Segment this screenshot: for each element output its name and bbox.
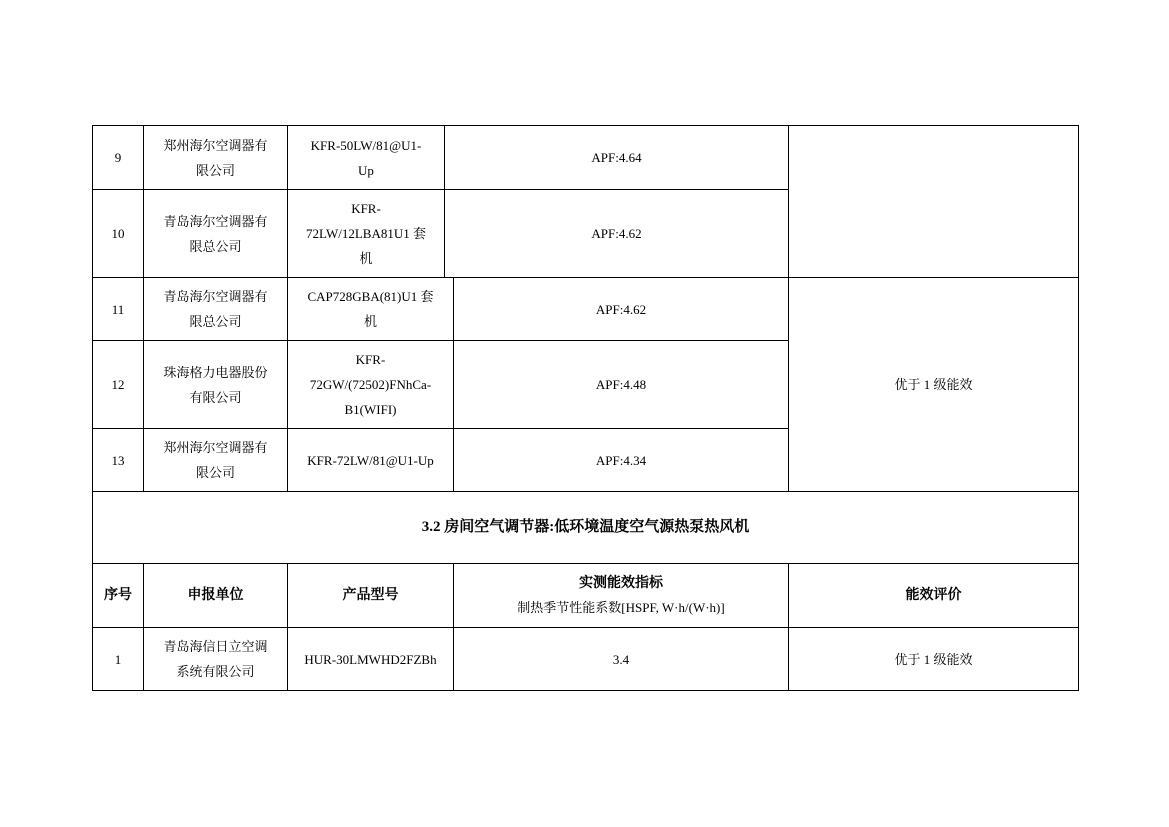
table-border-right bbox=[1078, 125, 1079, 691]
table-row-10-model: KFR- 72LW/12LBA81U1 套 机 bbox=[306, 201, 426, 266]
header-model: 产品型号 bbox=[342, 588, 399, 603]
table-row-13-no: 13 bbox=[111, 452, 125, 468]
merged-rating-cell: 优于 1 级能效 bbox=[894, 377, 973, 392]
table-row-1-model: HUR-30LMWHD2FZBh bbox=[304, 651, 437, 667]
table-row-10-company: 青岛海尔空调器有 限总公司 bbox=[163, 213, 268, 254]
table-row-1-no: 1 bbox=[114, 651, 122, 667]
table-row-11-no: 11 bbox=[111, 301, 125, 317]
table-row-9-company: 郑州海尔空调器有 限公司 bbox=[163, 137, 268, 178]
section-title: 3.2 房间空气调节器:低环境温度空气源热泵热风机 bbox=[421, 519, 750, 535]
table-row-9-model: KFR-50LW/81@U1- Up bbox=[310, 137, 422, 178]
table-row-11-model: CAP728GBA(81)U1 套 机 bbox=[307, 289, 434, 329]
table-row-10-value: APF:4.62 bbox=[591, 226, 642, 241]
table-row-13-company: 郑州海尔空调器有 限公司 bbox=[163, 440, 268, 480]
table-row-10-no: 10 bbox=[111, 226, 125, 241]
row-number: 9 bbox=[114, 150, 122, 165]
table-row-12-model: KFR- 72GW/(72502)FNhCa- B1(WIFI) bbox=[309, 352, 432, 417]
table-row-11-company: 青岛海尔空调器有 限总公司 bbox=[163, 289, 268, 329]
table-row-9-no bbox=[93, 126, 143, 189]
header-no: 序号 bbox=[104, 588, 132, 603]
table-row-12-no: 12 bbox=[111, 377, 125, 392]
table-row-1-value: 3.4 bbox=[612, 651, 630, 667]
table-row-12-value: APF:4.48 bbox=[595, 377, 647, 392]
header-rating: 能效评价 bbox=[905, 588, 962, 603]
header-indicator bbox=[454, 564, 788, 627]
header-company: 申报单位 bbox=[187, 588, 244, 603]
table-row-13-model: KFR-72LW/81@U1-Up bbox=[307, 452, 434, 468]
header-indicator-subtitle: 制热季节性能系数[HSPF, W·h/(W·h)] bbox=[517, 600, 725, 615]
table-row-12-company: 珠海格力电器股份 有限公司 bbox=[163, 364, 268, 405]
table-row-11-value: APF:4.62 bbox=[595, 301, 647, 317]
table-row-1-company: 青岛海信日立空调 系统有限公司 bbox=[163, 639, 268, 679]
header-indicator-title: 实测能效指标 bbox=[579, 576, 663, 591]
table-row-1-rating: 优于 1 级能效 bbox=[894, 651, 973, 667]
table-border-bottom bbox=[92, 690, 1079, 691]
table-row-9-value: APF:4.64 bbox=[591, 150, 642, 165]
table-row-13-value: APF:4.34 bbox=[595, 452, 647, 468]
